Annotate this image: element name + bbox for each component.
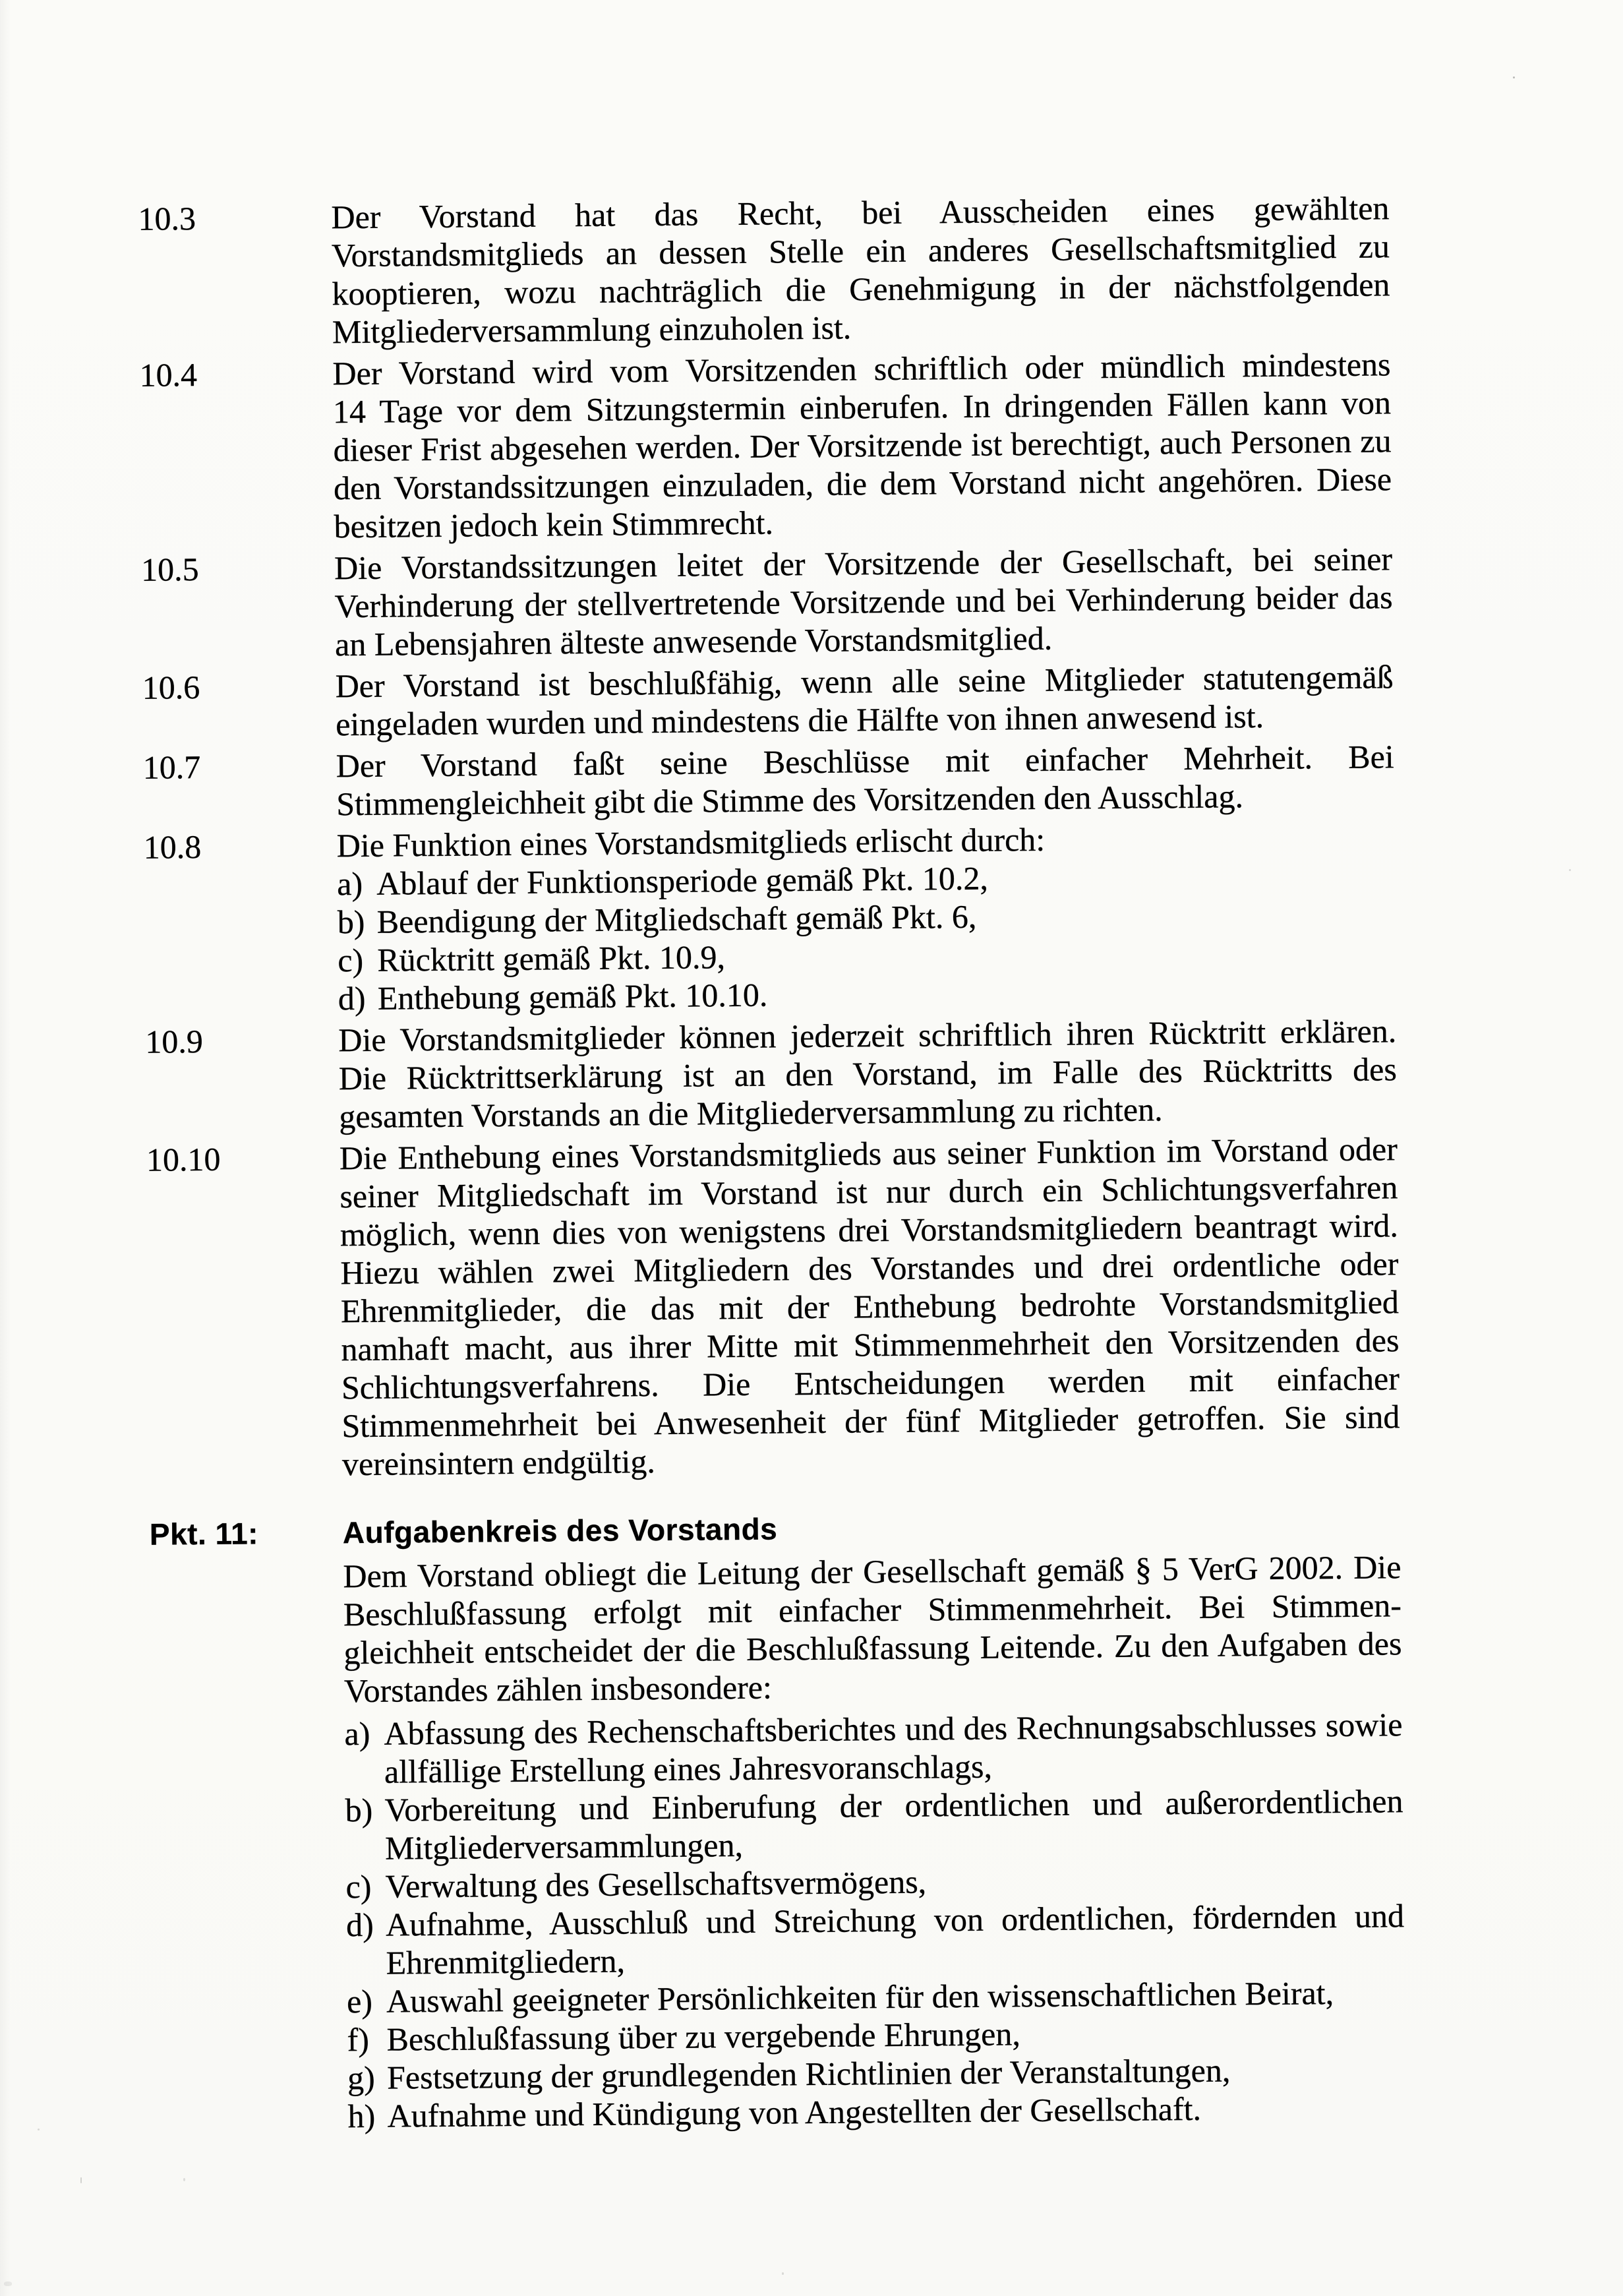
text-line: Die Enthebung eines Vorstandsmitglieds aus seiner Funktion im Vorstand oder xyxy=(339,1130,1398,1177)
document-body xyxy=(0,187,1623,2138)
text-line: Dem Vorstand obliegt die Leitung der Gesellschaft gemäß § 5 VerG 2002. Die xyxy=(343,1548,1402,1595)
text-line: Abfassung des Rechenschaftsberichtes und des Rechnungsabschlusses sowie xyxy=(384,1706,1403,1752)
statute-section xyxy=(0,1010,1623,1138)
list-item-marker: d) xyxy=(345,1906,374,1944)
text-line: Die Rücktrittserklärung ist an den Vorstand, im Falle des Rücktritts des xyxy=(338,1050,1398,1097)
text-line: Ehrenmitglieder, die das mit der Enthebung bedrohte Vorstandsmitglied xyxy=(340,1283,1400,1330)
text-line: Aufnahme und Kündigung von Angestellten der Gesellschaft. xyxy=(387,2090,1202,2134)
text-line: Auswahl geeigneter Persönlichkeiten für den wissenschaftlichen Beirat, xyxy=(386,1974,1334,2020)
text-line: Die Vorstandssitzungen leitet der Vorsitzende der Gesellschaft, bei seiner xyxy=(334,540,1393,587)
list-item-marker: g) xyxy=(347,2059,375,2097)
section-number: 10.8 xyxy=(143,828,202,866)
text-line: Mitgliederversammlungen, xyxy=(384,1826,744,1867)
text-line: Beendigung der Mitgliedschaft gemäß Pkt. 6, xyxy=(376,897,977,940)
list-item-marker: e) xyxy=(346,1982,373,2020)
text-line: seiner Mitgliedschaft im Vorstand ist nur durch ein Schlichtungsverfahren xyxy=(339,1168,1398,1215)
scan-speck xyxy=(778,724,780,728)
section-number: 10.9 xyxy=(145,1023,204,1060)
text-line: Verwaltung des Gesellschaftsvermögens, xyxy=(385,1863,927,1905)
text-line: vereinsintern endgültig. xyxy=(341,1443,656,1483)
statute-section xyxy=(0,655,1619,746)
scan-speck xyxy=(968,832,970,834)
list-item xyxy=(344,1705,1403,1791)
section-number: 10.3 xyxy=(138,200,196,237)
list-item-marker: h) xyxy=(347,2097,376,2135)
text-line: Ehrenmitgliedern, xyxy=(386,1942,626,1981)
scan-speck xyxy=(80,2177,82,2183)
statute-section xyxy=(3,1546,1623,1712)
statute-section xyxy=(0,343,1618,548)
scan-speck xyxy=(183,2178,185,2181)
section-number: 10.4 xyxy=(139,356,198,394)
list-item-marker: d) xyxy=(338,979,366,1017)
list-item-marker: b) xyxy=(345,1791,373,1829)
text-line: Rücktritt gemäß Pkt. 10.9, xyxy=(377,938,726,979)
section-content xyxy=(339,1130,1400,1483)
statute-section xyxy=(3,1502,1623,1554)
text-line: Der Vorstand faßt seine Beschlüsse mit einfacher Mehrheit. Bei xyxy=(336,738,1394,785)
text-line: Stimmengleichheit gibt die Stimme des Vorsitzenden den Ausschlag. xyxy=(336,777,1244,823)
text-line: an Lebensjahren älteste anwesende Vorstandsmitglied. xyxy=(334,619,1053,663)
text-line: Die Vorstandsmitglieder können jederzeit schriftlich ihren Rücktritt erklären. xyxy=(338,1012,1397,1059)
statute-section xyxy=(5,1703,1623,2138)
section-content xyxy=(337,817,1396,1017)
text-line: kooptieren, wozu nachträglich die Genehmigung in der nächstfolgenden xyxy=(332,266,1390,313)
text-line: Enthebung gemäß Pkt. 10.10. xyxy=(377,976,768,1017)
text-line: namhaft macht, aus ihrer Mitte mit Stimmenmehrheit den Vorsitzenden des xyxy=(341,1321,1400,1368)
text-line: Aufnahme, Ausschluß und Streichung von ordentlichen, fördernden und xyxy=(385,1897,1405,1943)
section-content xyxy=(334,539,1393,663)
text-line: Beschlußfassung erfolgt mit einfacher Stimmenmehrheit. Bei Stimmen- xyxy=(343,1586,1402,1633)
list-item xyxy=(346,1896,1405,1982)
list-item-marker: c) xyxy=(345,1867,372,1906)
text-line: Hiezu wählen zwei Mitgliedern des Vorstandes und drei ordentliche oder xyxy=(340,1245,1399,1292)
statute-section xyxy=(0,537,1618,666)
section-number: 10.10 xyxy=(146,1140,221,1178)
text-line: allfällige Erstellung eines Jahresvoranschlags, xyxy=(384,1747,993,1790)
section-number: Pkt. 11: xyxy=(149,1516,259,1552)
list-item-marker: c) xyxy=(338,941,364,979)
statute-section xyxy=(0,187,1616,353)
statute-section xyxy=(0,815,1622,1020)
text-line: Schlichtungsverfahrens. Die Entscheidungen werden mit einfacher xyxy=(341,1360,1400,1406)
section-number: 10.7 xyxy=(142,748,201,786)
text-line: besitzen jedoch kein Stimmrecht. xyxy=(334,504,774,545)
text-line: Mitgliederversammlung einzuholen ist. xyxy=(332,309,852,351)
section-content xyxy=(331,189,1390,351)
text-line: eingeladen wurden und mindestens die Hälfte von ihnen anwesend ist. xyxy=(335,697,1264,743)
scan-speck xyxy=(1013,223,1015,226)
text-line: gesamten Vorstands an die Mitgliederversammlung zu richten. xyxy=(339,1091,1163,1135)
section-content xyxy=(335,657,1394,743)
text-line: 14 Tage vor dem Sitzungstermin einberufen. In dringenden Fällen kann von xyxy=(332,384,1392,431)
text-line: gleichheit entscheidet der die Beschlußfassung Leitende. Zu den Aufgaben des xyxy=(343,1625,1402,1672)
text-line: möglich, wenn dies von wenigstens drei Vorstandsmitgliedern beantragt wird. xyxy=(339,1207,1399,1254)
section-content xyxy=(343,1504,1401,1552)
section-content xyxy=(336,737,1394,823)
section-content xyxy=(343,1548,1402,1710)
text-line: Vorbereitung und Einberufung der ordentlichen und außerordentlichen xyxy=(384,1782,1403,1828)
scan-speck xyxy=(501,1662,503,1664)
scan-speck xyxy=(782,2272,784,2275)
text-line: Festsetzung der grundlegenden Richtlinien der Veranstaltungen, xyxy=(386,2051,1231,2096)
text-line: Verhinderung der stellvertretende Vorsitzende und bei Verhinderung beider das xyxy=(334,578,1393,625)
list-item-marker: a) xyxy=(337,864,363,903)
list-item xyxy=(345,1782,1403,1867)
text-line: Die Funktion eines Vorstandsmitglieds erlischt durch: xyxy=(336,820,1046,864)
list-item-marker: b) xyxy=(337,903,365,941)
text-line: Der Vorstand hat das Recht, bei Ausscheiden eines gewählten xyxy=(331,189,1390,236)
text-line: Ablauf der Funktionsperiode gemäß Pkt. 10.2, xyxy=(376,859,989,902)
scan-speck xyxy=(1569,869,1571,871)
statute-section xyxy=(0,735,1620,826)
section-content xyxy=(332,345,1392,545)
scan-speck xyxy=(4,2281,12,2286)
text-line: dieser Frist abgesehen werden. Der Vorsitzende ist berechtigt, auch Personen zu xyxy=(333,422,1392,469)
section-number: 10.5 xyxy=(140,551,199,588)
text-line: Der Vorstand wird vom Vorsitzenden schriftlich oder mündlich mindestens xyxy=(332,346,1391,392)
list-item-marker: a) xyxy=(344,1714,370,1753)
text-line: Beschlußfassung über zu vergebende Ehrungen, xyxy=(386,2015,1021,2058)
section-heading: Aufgabenkreis des Vorstands xyxy=(342,1511,778,1550)
section-number: 10.6 xyxy=(142,669,200,706)
list-item-marker: f) xyxy=(347,2020,370,2059)
section-content xyxy=(338,1012,1397,1135)
scan-speck xyxy=(38,2129,40,2130)
text-line: Vorstandsmitglieds an dessen Stelle ein anderes Gesellschaftsmitglied zu xyxy=(331,227,1390,274)
text-line: Vorstandes zählen insbesondere: xyxy=(343,1668,773,1710)
statute-section xyxy=(0,1128,1623,1486)
section-content xyxy=(344,1705,1406,2135)
text-line: Der Vorstand ist beschlußfähig, wenn alle seine Mitglieder statutengemäß xyxy=(335,658,1394,705)
scan-speck xyxy=(1513,76,1515,78)
text-line: den Vorstandssitzungen einzuladen, die dem Vorstand nicht angehören. Diese xyxy=(333,460,1392,507)
text-line: Stimmenmehrheit bei Anwesenheit der fünf Mitglieder getroffen. Sie sind xyxy=(341,1398,1400,1445)
